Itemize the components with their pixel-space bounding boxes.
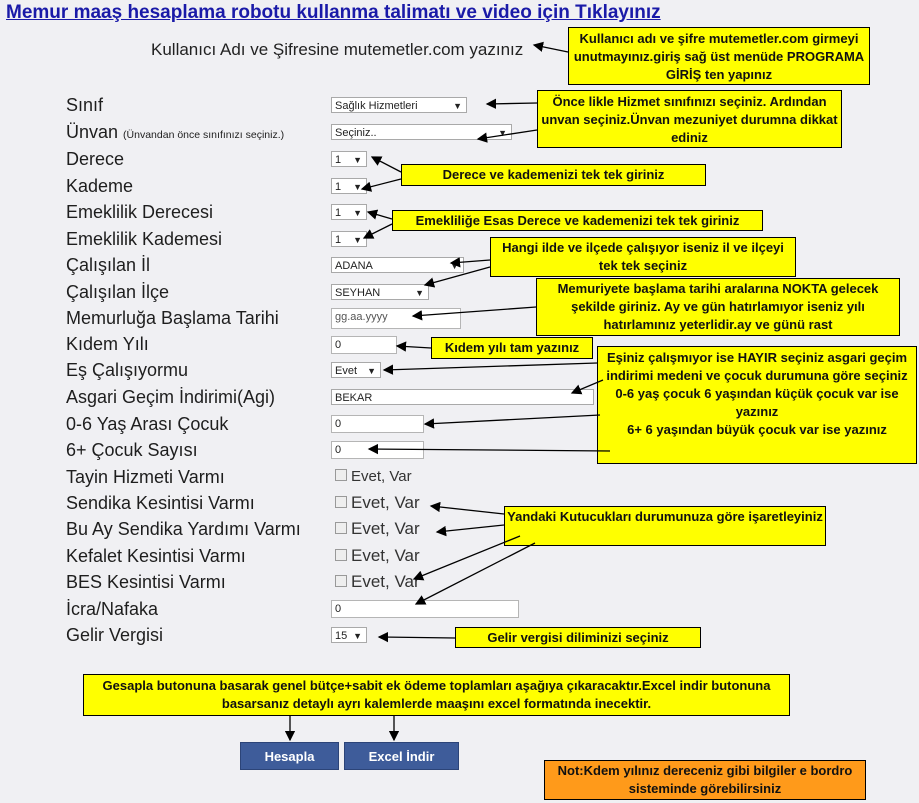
emeklilik-kademesi-select[interactable]: 1 ▼ xyxy=(331,231,367,247)
label-sendika-yardimi: Bu Ay Sendika Yardımı Varmı xyxy=(66,519,301,539)
note-kidem: Kıdem yılı tam yazınız xyxy=(431,337,593,359)
kidem-yili-input[interactable]: 0 xyxy=(331,336,397,354)
label-cocuk-6-plus: 6+ Çocuk Sayısı xyxy=(66,440,198,460)
label-bes: BES Kesintisi Varmı xyxy=(66,572,226,592)
label-sendika-kesintisi: Sendika Kesintisi Varmı xyxy=(66,493,255,513)
chevron-down-icon: ▼ xyxy=(353,235,362,245)
label-es-calisiyor: Eş Çalışıyormu xyxy=(66,360,189,380)
kefalet-checkbox[interactable]: Evet, Var xyxy=(335,546,420,566)
calisilan-il-select[interactable]: ADANA ▼ xyxy=(331,257,464,273)
chevron-down-icon: ▼ xyxy=(453,101,462,111)
kademe-select[interactable]: 1 ▼ xyxy=(331,178,367,194)
note-hesapla: Gesapla butonuna basarak genel bütçe+sabit ek ödeme toplamları aşağıya çıkaracaktır.Excel indir butonuna basarsanız detaylı ayrı kalemlerde maaşını excel formatında inecektir. xyxy=(83,674,790,716)
label-sinif: Sınıf xyxy=(66,95,104,115)
label-cocuk-0-6: 0-6 Yaş Arası Çocuk xyxy=(66,414,229,434)
cocuk-6-plus-input[interactable]: 0 xyxy=(331,441,424,459)
unvan-hint: (Ünvandan önce sınıfınızı seçiniz.) xyxy=(123,129,285,141)
label-icra: İcra/Nafaka xyxy=(66,599,159,619)
derece-select[interactable]: 1 ▼ xyxy=(331,151,367,167)
label-kademe: Kademe xyxy=(66,176,134,196)
note-login: Kullanıcı adı ve şifre mutemetler.com girmeyi unutmayınız.giriş sağ üst menüde PROGRAMA GİRİŞ ten yapınız xyxy=(568,27,870,85)
label-tayin: Tayin Hizmeti Varmı xyxy=(66,467,225,487)
note-es xyxy=(597,346,917,464)
label-calisilan-ilce: Çalışılan İlçe xyxy=(66,282,170,302)
label-agi: Asgari Geçim İndirimi(Agi) xyxy=(66,387,276,407)
agi-select[interactable]: BEKAR xyxy=(331,389,594,405)
instructions-link[interactable]: Memur maaş hesaplama robotu kullanma talimatı ve video için Tıklayınız xyxy=(6,2,661,23)
calisilan-ilce-select[interactable]: SEYHAN ▼ xyxy=(331,284,429,300)
chevron-down-icon: ▼ xyxy=(353,631,362,641)
note-cocuk06: 0-6 yaş çocuk 6 yaşından küçük çocuk var ise yazınız xyxy=(615,386,899,419)
icra-nafaka-input[interactable]: 0 xyxy=(331,600,519,618)
emeklilik-derecesi-select[interactable]: 1 ▼ xyxy=(331,204,367,220)
chevron-down-icon: ▼ xyxy=(353,208,362,218)
note-cocuk6: 6+ 6 yaşından büyük çocuk var ise yazınız xyxy=(627,422,887,437)
gelir-vergisi-select[interactable]: 15 ▼ xyxy=(331,627,367,643)
login-hint-text: Kullanıcı Adı ve Şifresine mutemetler.com yazınız xyxy=(151,40,524,59)
label-kidem-yili: Kıdem Yılı xyxy=(66,334,149,354)
baslama-tarihi-input[interactable]: gg.aa.yyyy xyxy=(331,308,461,329)
note-emeklilik: Emekliliğe Esas Derece ve kademenizi tek tek giriniz xyxy=(392,210,763,231)
note-tarih: Memuriyete başlama tarihi aralarına NOKTA gelecek şekilde giriniz. Ay ve gün hatırlamıyor iseniz yılı hatırlamınız yeterlidir.ay ve günü rast xyxy=(536,278,900,336)
note-kdem: Not:Kdem yılınız dereceniz gibi bilgiler e bordro sisteminde görebilirsiniz xyxy=(544,760,866,800)
label-derece: Derece xyxy=(66,149,125,169)
label-calisilan-il: Çalışılan İl xyxy=(66,255,151,275)
excel-indir-button[interactable]: Excel İndir xyxy=(344,742,459,770)
label-gelir-vergisi: Gelir Vergisi xyxy=(66,625,164,645)
sendika-yardimi-checkbox[interactable]: Evet, Var xyxy=(335,519,420,539)
note-es-text: Eşiniz çalışmıyor ise HAYIR seçiniz asgari geçim indirimi medeni ve çocuk durumuna göre seçiniz xyxy=(606,350,908,383)
label-baslama-tarihi: Memurluğa Başlama Tarihi xyxy=(66,308,279,328)
sinif-select[interactable]: Sağlık Hizmetleri ▼ xyxy=(331,97,467,113)
chevron-down-icon: ▼ xyxy=(450,261,459,271)
chevron-down-icon: ▼ xyxy=(367,366,376,376)
chevron-down-icon: ▼ xyxy=(353,182,362,192)
unvan-select[interactable]: Seçiniz.. ▼ xyxy=(331,124,512,140)
chevron-down-icon: ▼ xyxy=(415,288,424,298)
note-sinif: Önce likle Hizmet sınıfınızı seçiniz. Ardından unvan seçiniz.Ünvan mezuniyet durumna dikkat ediniz xyxy=(537,90,842,148)
note-kutucuk: Yandaki Kutucukları durumunuza göre işaretleyiniz xyxy=(504,506,826,546)
label-emeklilik-derecesi: Emeklilik Derecesi xyxy=(66,202,214,222)
chevron-down-icon: ▼ xyxy=(353,155,362,165)
cocuk-0-6-input[interactable]: 0 xyxy=(331,415,424,433)
es-calisiyor-select[interactable]: Evet ▼ xyxy=(331,362,381,378)
label-emeklilik-kademesi: Emeklilik Kademesi xyxy=(66,229,223,249)
label-unvan: Ünvan (Ünvandan önce sınıfınızı seçiniz.) xyxy=(66,122,285,142)
label-kefalet: Kefalet Kesintisi Varmı xyxy=(66,546,246,566)
note-gelir: Gelir vergisi diliminizi seçiniz xyxy=(455,627,701,648)
chevron-down-icon: ▼ xyxy=(498,128,507,138)
bes-checkbox[interactable]: Evet, Var xyxy=(335,572,420,592)
note-derece: Derece ve kademenizi tek tek giriniz xyxy=(401,164,706,186)
tayin-checkbox[interactable]: Evet, Var xyxy=(335,468,412,485)
hesapla-button[interactable]: Hesapla xyxy=(240,742,339,770)
note-il: Hangi ilde ve ilçede çalışıyor iseniz il ve ilçeyi tek tek seçiniz xyxy=(490,237,796,277)
sendika-kesintisi-checkbox[interactable]: Evet, Var xyxy=(335,493,420,513)
